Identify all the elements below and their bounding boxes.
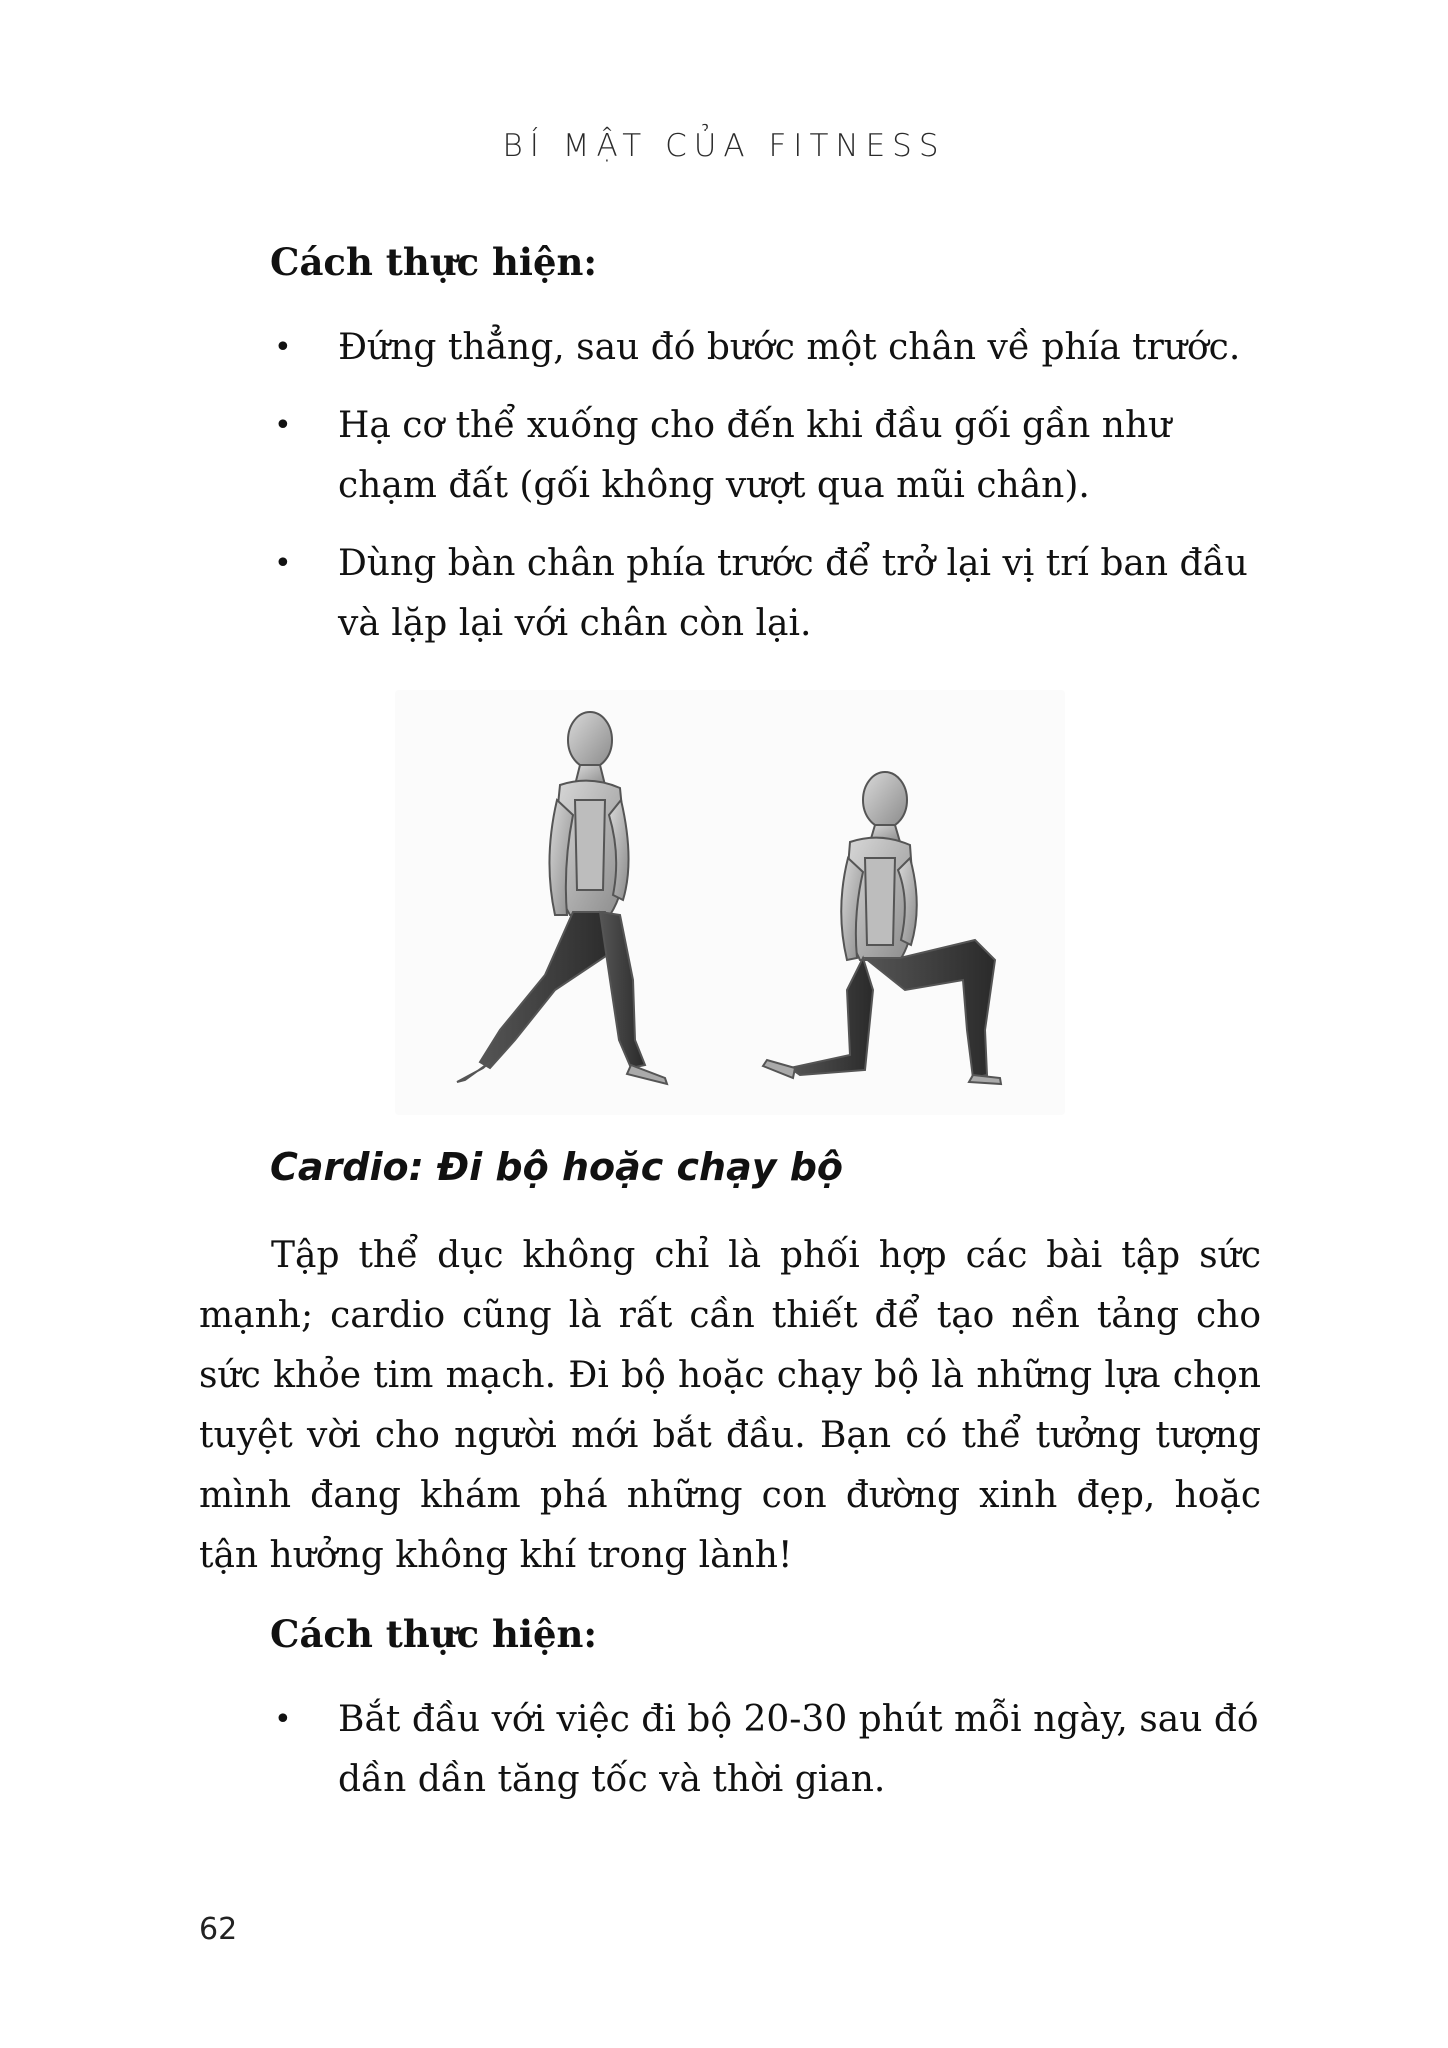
bullet-icon: • — [274, 330, 292, 365]
bullet-icon: • — [274, 546, 292, 581]
instruction-list — [270, 318, 1260, 672]
lunge-figures-icon — [395, 690, 1065, 1115]
cardio-instructions-heading: Cách thực hiện: — [270, 1612, 598, 1656]
list-item — [270, 318, 1260, 378]
list-item-text: Dùng bàn chân phía trước để trở lại vị trí ban đầu và lặp lại với chân còn lại. — [338, 543, 1248, 644]
list-item — [270, 1690, 1260, 1810]
running-head: BÍ MẬT CỦA FITNESS — [502, 128, 946, 164]
list-item — [270, 534, 1260, 654]
page-number: 62 — [199, 1912, 238, 1947]
list-item-text: Đứng thẳng, sau đó bước một chân về phía trước. — [338, 327, 1241, 368]
standing-figure — [457, 712, 667, 1084]
list-item-text: Bắt đầu với việc đi bộ 20-30 phút mỗi ngày, sau đó dần dần tăng tốc và thời gian. — [338, 1699, 1259, 1800]
cardio-heading: Cardio: Đi bộ hoặc chạy bộ — [270, 1145, 844, 1189]
bullet-icon: • — [274, 1702, 292, 1737]
list-item-text: Hạ cơ thể xuống cho đến khi đầu gối gần như chạm đất (gối không vượt qua mũi chân). — [338, 405, 1172, 506]
list-item — [270, 396, 1260, 516]
section-heading: Cách thực hiện: — [270, 240, 598, 284]
lunge-illustration — [395, 690, 1065, 1115]
cardio-paragraph: Tập thể dục không chỉ là phối hợp các bài tập sức mạnh; cardio cũng là rất cần thiết để tạo nền tảng cho sức khỏe tim mạch. Đi bộ hoặc chạy bộ là những lựa chọn tuyệt vời cho người mới bắt đầu. Bạn có thể tưởng tượng mình đang khám phá những con đường xinh đẹp, hoặc tận hưởng không khí trong lành! — [199, 1235, 1261, 1576]
cardio-instruction-list — [270, 1690, 1260, 1828]
kneeling-figure — [763, 772, 1001, 1084]
bullet-icon: • — [274, 408, 292, 443]
